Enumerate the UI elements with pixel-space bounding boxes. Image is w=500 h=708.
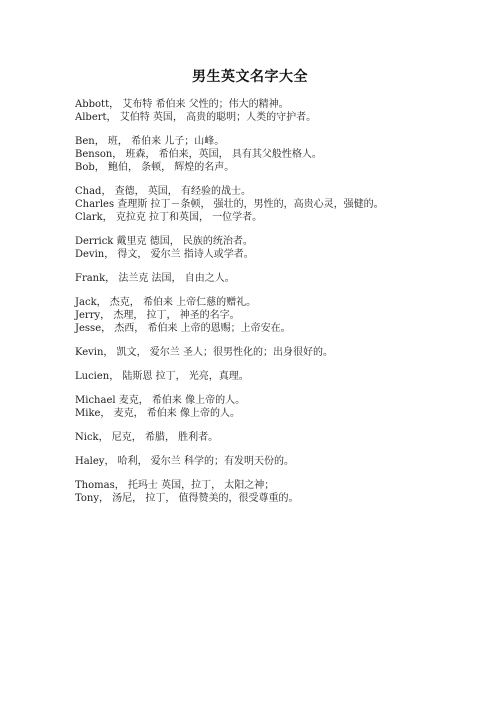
name-group-a xyxy=(75,98,435,124)
name-entry: Abbott， 艾布特 希伯来 父性的；伟大的精神。 xyxy=(75,99,289,110)
name-group-k xyxy=(75,346,435,359)
name-group-j xyxy=(75,296,435,335)
page-title: 男生英文名字大全 xyxy=(192,69,308,85)
name-entry: Ben， 班， 希伯来 儿子；山峰。 xyxy=(75,136,225,147)
name-group-h xyxy=(75,455,435,468)
name-group-t xyxy=(75,479,435,505)
name-entry: Mike， 麦克， 希伯来 像上帝的人。 xyxy=(75,408,240,419)
name-entry: Benson， 班森， 希伯来，英国， 具有其父般性格人。 xyxy=(75,149,322,160)
name-entry: Derrick 戴里克 德国， 民族的统治者。 xyxy=(75,236,253,247)
names-list xyxy=(75,98,435,516)
name-group-b xyxy=(75,135,435,174)
name-group-l xyxy=(75,370,435,383)
name-entry: Kevin， 凯文， 爱尔兰 圣人；很男性化的；出身很好的。 xyxy=(75,347,333,358)
name-entry: Charles 查理斯 拉丁－条顿， 强壮的，男性的，高贵心灵，强健的。 xyxy=(75,199,384,210)
name-entry: Albert， 艾伯特 英国， 高贵的聪明；人类的守护者。 xyxy=(75,112,317,123)
name-entry: Devin， 得文， 爱尔兰 指诗人或学者。 xyxy=(75,249,254,260)
name-entry: Bob， 鲍伯， 条顿， 辉煌的名声。 xyxy=(75,162,235,173)
name-entry: Chad， 查德， 英国， 有经验的战士。 xyxy=(75,186,251,197)
name-entry: Jesse， 杰西， 希伯来 上帝的恩赐；上帝安在。 xyxy=(75,323,291,334)
name-entry: Michael 麦克， 希伯来 像上帝的人。 xyxy=(75,395,246,406)
name-entry: Lucien， 陆斯恩 拉丁， 光亮，真理。 xyxy=(75,371,249,382)
name-entry: Tony， 汤尼， 拉丁， 值得赞美的，很受尊重的。 xyxy=(75,493,299,504)
name-group-f xyxy=(75,272,435,285)
name-group-n xyxy=(75,431,435,444)
name-entry: Jack， 杰克， 希伯来 上帝仁慈的赠礼。 xyxy=(75,297,257,308)
name-entry: Clark， 克拉克 拉丁和英国， 一位学者。 xyxy=(75,212,263,223)
name-entry: Jerry， 杰理， 拉丁， 神圣的名字。 xyxy=(75,310,240,321)
name-entry: Frank， 法兰克 法国， 自由之人。 xyxy=(75,273,235,284)
name-group-c xyxy=(75,185,435,224)
name-entry: Haley， 哈利， 爱尔兰 科学的；有发明天份的。 xyxy=(75,456,294,467)
name-group-d xyxy=(75,235,435,261)
name-entry: Nick， 尼克， 希腊， 胜利者。 xyxy=(75,432,219,443)
name-entry: Thomas， 托玛士 英国，拉丁， 太阳之神； xyxy=(75,480,275,491)
name-group-m xyxy=(75,394,435,420)
